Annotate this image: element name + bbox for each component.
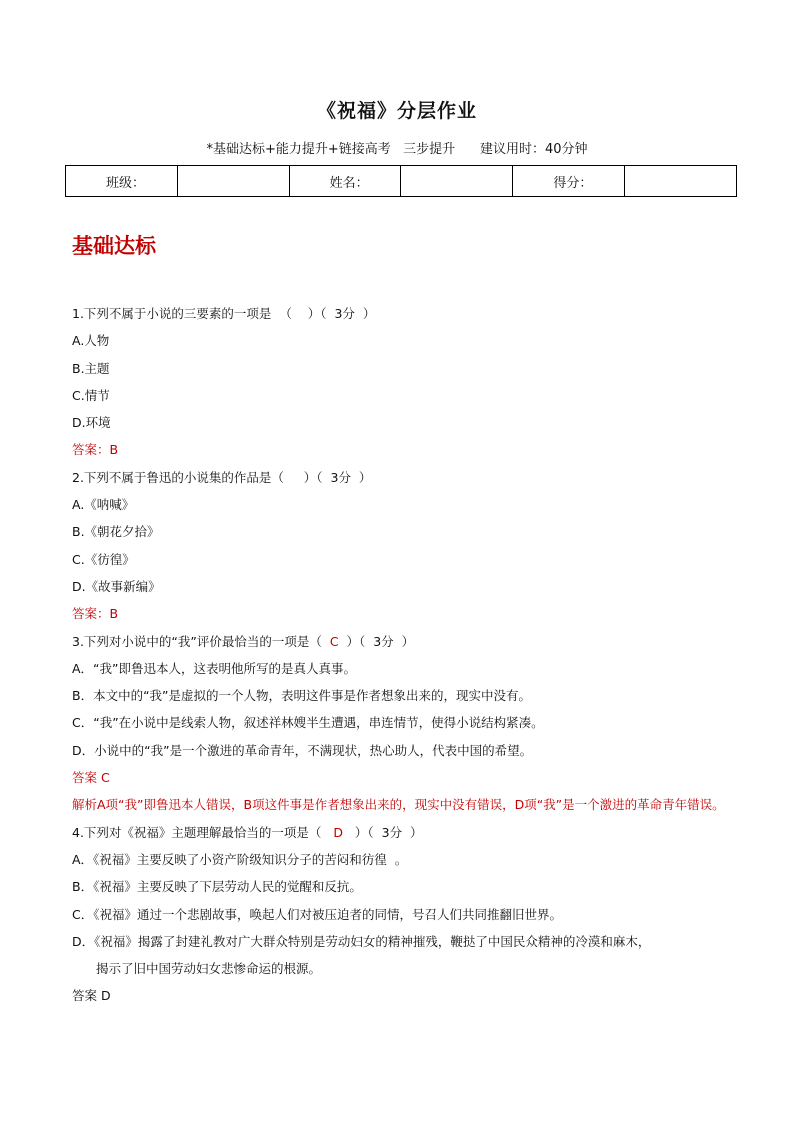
question-3-stem <box>72 628 732 655</box>
question-1-option-b: B.主题 <box>72 360 110 376</box>
question-4-option-d-continued: 揭示了旧中国劳动妇女悲惨命运的根源。 <box>96 961 322 977</box>
question-2-option-d: D.《故事新编》 <box>72 578 161 594</box>
question-3-option-b: B．本文中的“我”是虚拟的一个人物，表明这件事是作者想象出来的，现实中没有。 <box>72 688 532 704</box>
score-label: 得分： <box>513 166 625 197</box>
student-info-table <box>65 165 737 197</box>
page-subtitle: *基础达标+能力提升+链接高考 三步提升 建议用时：40分钟 <box>206 142 588 157</box>
name-field[interactable] <box>401 166 513 197</box>
question-4-stem-answer: D <box>333 824 343 840</box>
question-4-option-c: C．《祝福》通过一个悲剧故事，唤起人们对被压迫者的同情，号召人们共同推翻旧世界。 <box>72 906 562 922</box>
question-3-answer: 答案 C <box>72 770 110 786</box>
question-4-option-a: A．《祝福》主要反映了小资产阶级知识分子的苦闷和彷徨 。 <box>72 851 408 867</box>
question-3-analysis: 解析A项“我”即鲁迅本人错误，B项这件事是作者想象出来的，现实中没有错误，D项“我”是一个激进的革命青年错误。 <box>72 797 725 813</box>
class-label: 班级： <box>66 166 178 197</box>
question-1-option-c: C.情节 <box>72 387 110 403</box>
question-3-option-c: C．“我”在小说中是线索人物，叙述祥林嫂半生遭遇，串连情节，使得小说结构紧凑。 <box>72 715 544 731</box>
question-1-option-d: D.环境 <box>72 415 111 431</box>
question-3-option-a: A．“我”即鲁迅本人，这表明他所写的是真人真事。 <box>72 660 357 676</box>
section-title: 基础达标 <box>72 233 156 258</box>
question-2-option-c: C.《彷徨》 <box>72 551 135 567</box>
question-2-option-a: A.《呐喊》 <box>72 497 135 513</box>
question-2-option-b: B.《朝花夕拾》 <box>72 524 160 540</box>
question-2-stem: 2.下列不属于鲁迅的小说集的作品是（ ）（ 3分 ） <box>72 469 372 485</box>
question-1-answer: 答案：B <box>72 442 119 458</box>
question-4-stem <box>72 819 732 846</box>
score-field[interactable] <box>625 166 737 197</box>
question-4-stem-points: ）（ 3分 ） <box>343 824 423 840</box>
question-3-stem-answer: C <box>329 633 339 649</box>
question-4-answer: 答案 D <box>72 988 111 1004</box>
question-3-option-d: D．小说中的“我”是一个激进的革命青年，不满现状，热心助人，代表中国的希望。 <box>72 742 533 758</box>
question-4-option-d: D．《祝福》揭露了封建礼教对广大群众特别是劳动妇女的精神摧残，鞭挞了中国民众精神的冷漠和麻木， <box>72 933 651 949</box>
name-label: 姓名： <box>289 166 401 197</box>
question-1-stem: 1.下列不属于小说的三要素的一项是 （ ）（ 3分 ） <box>72 306 376 321</box>
question-2-answer: 答案：B <box>72 606 119 622</box>
question-4-stem-text: 4.下列对《祝福》主题理解最恰当的一项是（ <box>72 824 334 840</box>
question-3-stem-text: 3.下列对小说中的“我”评价最恰当的一项是（ <box>72 633 330 649</box>
question-list <box>72 300 732 1010</box>
question-4-option-b: B．《祝福》主要反映了下层劳动人民的觉醒和反抗。 <box>72 879 362 895</box>
question-1-option-a: A.人物 <box>72 333 110 349</box>
page-title: 《祝福》分层作业 <box>316 100 477 122</box>
class-field[interactable] <box>177 166 289 197</box>
question-3-stem-points: ）（ 3分 ） <box>338 633 415 649</box>
